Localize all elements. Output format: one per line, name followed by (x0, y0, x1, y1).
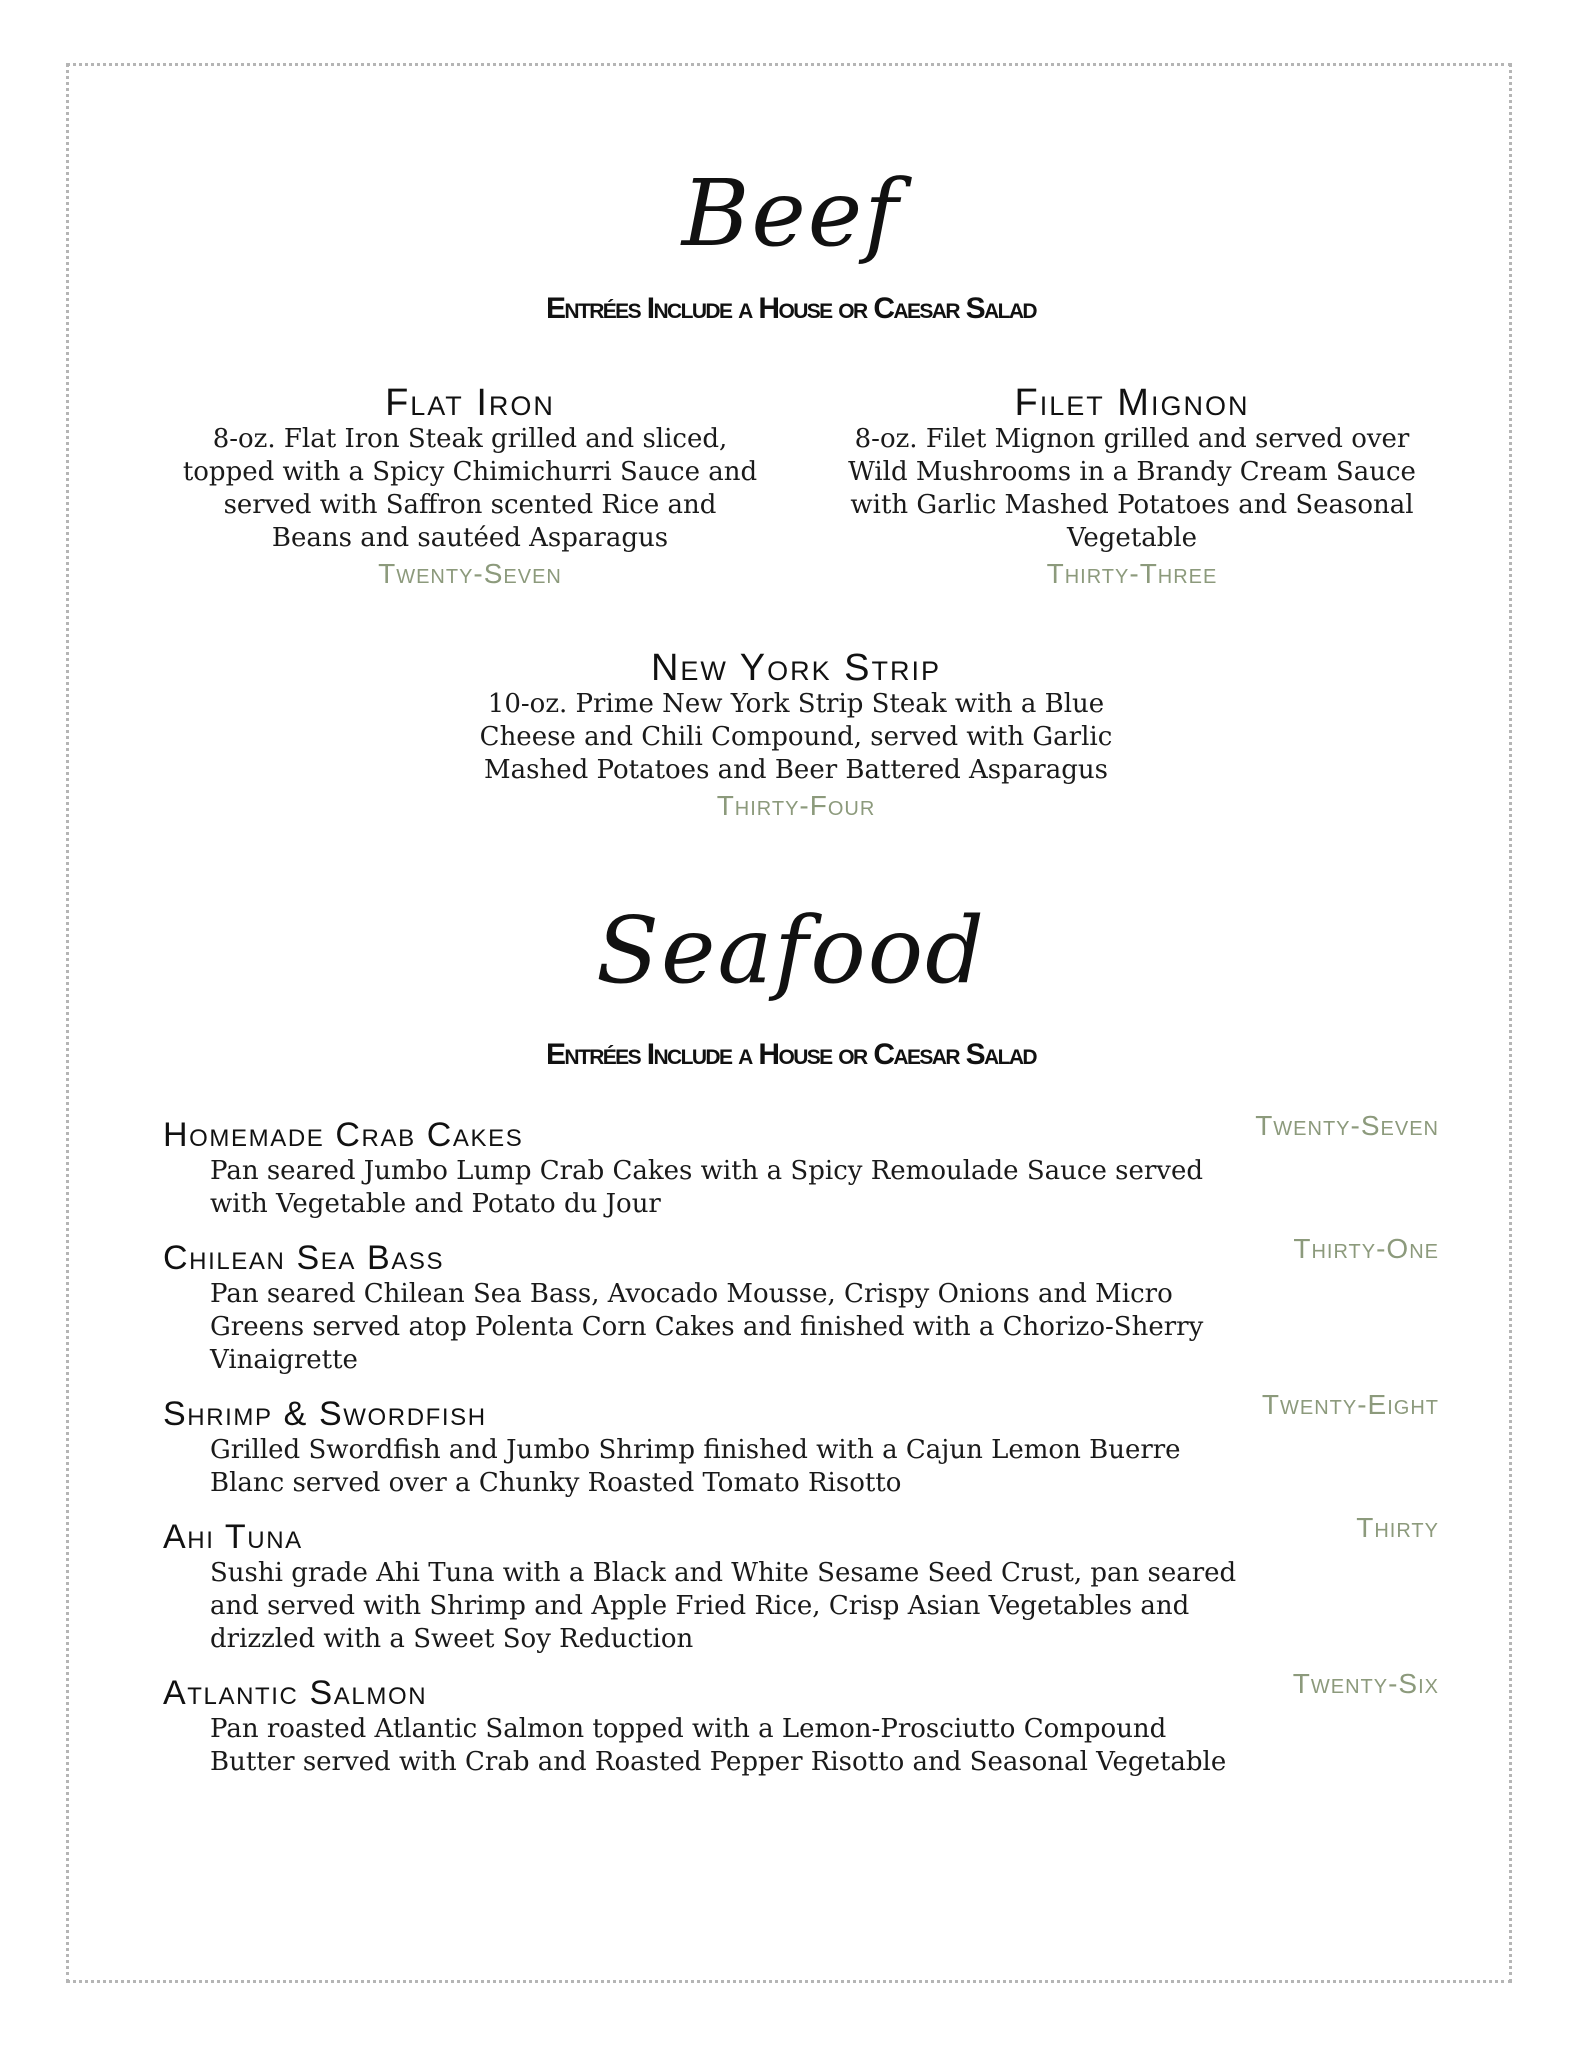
menu-item-price: Thirty-One (1293, 1233, 1439, 1264)
menu-item-price: Thirty-Three (1046, 558, 1218, 589)
menu-item-atlantic-salmon (163, 1668, 1439, 1779)
menu-item-description: Grilled Swordfish and Jumbo Shrimp finished with a Cajun Lemon Buerre Blanc served over a Chunky Roasted Tomato Risotto (210, 1435, 1181, 1498)
menu-item-description: 8-oz. Flat Iron Steak grilled and sliced, topped with a Spicy Chimichurri Sauce and served with Saffron scented Rice and Beans and sautéed Asparagus (182, 424, 758, 553)
menu-item-price: Twenty-Seven (1255, 1110, 1439, 1141)
menu-item-price: Thirty-Four (716, 790, 876, 821)
menu-item-chilean-sea-bass (163, 1233, 1439, 1377)
menu-item-description: 8-oz. Filet Mignon grilled and served over Wild Mushrooms in a Brandy Cream Sauce with Garlic Mashed Potatoes and Seasonal Vegetable (848, 424, 1416, 553)
menu-item-description: Sushi grade Ahi Tuna with a Black and White Sesame Seed Crust, pan seared and served with Shrimp and Apple Fried Rice, Crisp Asian Vegetables and drizzled with a Sweet Soy Reduction (210, 1558, 1237, 1654)
menu-item-name: Atlantic Salmon (163, 1674, 428, 1712)
menu-item-price: Twenty-Eight (1261, 1389, 1439, 1420)
menu-item-name: Homemade Crab Cakes (163, 1116, 524, 1154)
menu-item-name: Shrimp & Swordfish (163, 1395, 487, 1433)
menu-item-shrimp-swordfish (163, 1389, 1439, 1500)
menu-item-ahi-tuna (163, 1512, 1439, 1656)
menu-item-description: 10-oz. Prime New York Strip Steak with a Blue Cheese and Chili Compound, served with Garlic Mashed Potatoes and Beer Battered Asparagus (479, 689, 1113, 785)
menu-item-new-york-strip (466, 648, 1126, 825)
menu-item-name: Flat Iron (385, 382, 555, 424)
menu-item-name: Ahi Tuna (163, 1518, 303, 1556)
menu-item-flat-iron (160, 383, 780, 593)
menu-item-description: Pan seared Chilean Sea Bass, Avocado Mousse, Crispy Onions and Micro Greens served atop Polenta Corn Cakes and finished with a Chorizo-Sherry Vinaigrette (210, 1279, 1204, 1375)
menu-item-homemade-crab-cakes (163, 1110, 1439, 1221)
beef-section-subtitle: Entrées Include a House or Caesar Salad (546, 292, 1036, 325)
menu-item-description: Pan seared Jumbo Lump Crab Cakes with a Spicy Remoulade Sauce served with Vegetable and Potato du Jour (210, 1156, 1203, 1219)
menu-item-price: Twenty-Seven (378, 558, 562, 589)
menu-item-price: Thirty (1356, 1512, 1439, 1543)
menu-item-name: New York Strip (650, 647, 942, 689)
menu-item-filet-mignon (822, 383, 1442, 593)
menu-item-description: Pan roasted Atlantic Salmon topped with a Lemon-Prosciutto Compound Butter served with Crab and Roasted Pepper Risotto and Seasonal Vegetable (210, 1714, 1227, 1777)
menu-item-name: Chilean Sea Bass (163, 1239, 445, 1277)
beef-section-title: Beef (681, 160, 901, 267)
seafood-section-title: Seafood (595, 897, 987, 1004)
menu-item-name: Filet Mignon (1014, 382, 1250, 424)
seafood-section-subtitle: Entrées Include a House or Caesar Salad (546, 1038, 1036, 1071)
menu-item-price: Twenty-Six (1292, 1668, 1439, 1699)
